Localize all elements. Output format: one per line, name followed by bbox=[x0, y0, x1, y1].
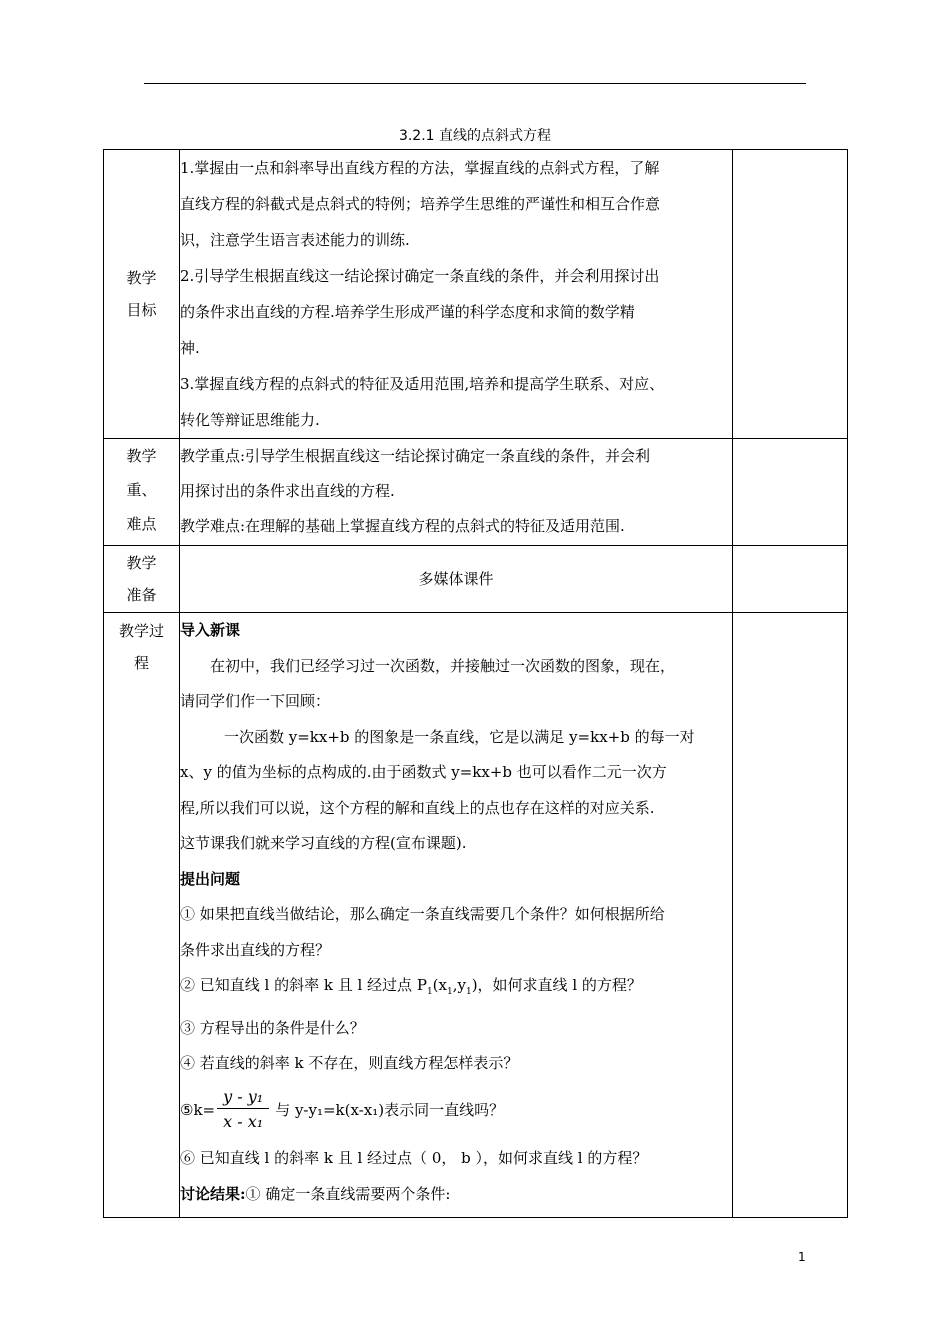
question-item: 条件求出直线的方程？ bbox=[180, 940, 331, 959]
key-points-line: 教学难点:在理解的基础上掌握直线方程的点斜式的特征及适用范围. bbox=[180, 517, 625, 535]
process-content bbox=[180, 613, 733, 1218]
intro-paragraph: 这节课我们就来学习直线的方程(宣布课题). bbox=[180, 834, 467, 852]
objectives-line: 2.引导学生根据直线这一结论探讨确定一条直线的条件，并会利用探讨出 bbox=[180, 267, 660, 285]
key-points-line: 用探讨出的条件求出直线的方程. bbox=[180, 482, 395, 500]
result-text: ① 确定一条直线需要两个条件: bbox=[245, 1184, 451, 1203]
question-text: ,y bbox=[452, 976, 466, 994]
key-points-line: 教学重点:引导学生根据直线这一结论探讨确定一条直线的条件，并会利 bbox=[180, 447, 651, 465]
result-line bbox=[180, 1177, 732, 1213]
preparation-label bbox=[104, 546, 180, 613]
question-text: ⑤k= bbox=[180, 1100, 216, 1119]
intro-paragraph: 程,所以我们可以说，这个方程的解和直线上的点也存在这样的对应关系. bbox=[180, 798, 655, 817]
fraction-numerator: y - y₁ bbox=[217, 1086, 269, 1109]
objectives-line: 神. bbox=[180, 339, 200, 357]
process-label-line-1: 教学过 bbox=[118, 622, 164, 640]
preparation-content: 多媒体课件 bbox=[180, 546, 733, 613]
process-label bbox=[104, 613, 180, 1218]
intro-paragraph: 请同学们作一下回顾： bbox=[180, 692, 331, 710]
notes-cell bbox=[733, 546, 848, 613]
subscript: 1 bbox=[465, 987, 472, 997]
key-points-content bbox=[180, 439, 733, 546]
objectives-label-line-1: 教学 bbox=[126, 269, 157, 287]
fraction-denominator: x - x₁ bbox=[223, 1112, 264, 1131]
document-title: 3.2.1 直线的点斜式方程 bbox=[398, 128, 552, 144]
key-points-label-line-2: 重、 bbox=[126, 481, 157, 499]
preparation-label-line-2: 准备 bbox=[126, 586, 157, 604]
key-points-label-line-1: 教学 bbox=[126, 447, 157, 465]
question-item: ⑥ 已知直线 l 的斜率 k 且 l 经过点（ 0， b ），如何求直线 l 的方程？ bbox=[180, 1149, 648, 1167]
objectives-line: 识，注意学生语言表述能力的训练. bbox=[180, 231, 410, 249]
question-item: ④ 若直线的斜率 k 不存在，则直线方程怎样表示？ bbox=[180, 1054, 519, 1072]
key-points-row bbox=[104, 439, 848, 546]
preparation-label-line-1: 教学 bbox=[126, 554, 157, 572]
key-points-label bbox=[104, 439, 180, 546]
objectives-row bbox=[104, 150, 848, 439]
page-number: 1 bbox=[798, 1250, 806, 1264]
objectives-line: 直线方程的斜截式是点斜式的特例；培养学生思维的严谨性和相互合作意 bbox=[180, 195, 661, 213]
intro-paragraph: x、y 的值为坐标的点构成的.由于函数式 y=kx+b 也可以看作二元一次方 bbox=[180, 763, 667, 781]
intro-paragraph: 一次函数 y=kx+b 的图象是一条直线，它是以满足 y=kx+b 的每一对 bbox=[224, 727, 695, 746]
process-label-line-2: 程 bbox=[133, 654, 149, 672]
subscript: 1 bbox=[446, 987, 453, 997]
notes-cell bbox=[733, 439, 848, 546]
intro-heading: 导入新课 bbox=[180, 621, 241, 639]
objectives-content bbox=[180, 150, 733, 439]
intro-paragraph: 在初中，我们已经学习过一次函数，并接触过一次函数的图象，现在， bbox=[210, 656, 676, 675]
lesson-plan-table bbox=[103, 149, 848, 1218]
objectives-line: 的条件求出直线的方程.培养学生形成严谨的科学态度和求简的数学精 bbox=[180, 303, 635, 321]
question-item: ① 如果把直线当做结论，那么确定一条直线需要几个条件？如何根据所给 bbox=[180, 905, 665, 923]
process-row bbox=[104, 613, 848, 1218]
notes-cell bbox=[733, 150, 848, 439]
question-item bbox=[180, 968, 732, 1011]
slope-fraction bbox=[217, 1086, 269, 1135]
preparation-row bbox=[104, 546, 848, 613]
header-rule bbox=[144, 83, 806, 84]
subscript: 1 bbox=[426, 987, 433, 997]
result-heading: 讨论结果: bbox=[180, 1184, 246, 1203]
objectives-line: 1.掌握由一点和斜率导出直线方程的方法，掌握直线的点斜式方程，了解 bbox=[180, 159, 660, 177]
objectives-line: 3.掌握直线方程的点斜式的特征及适用范围,培养和提高学生联系、对应、 bbox=[180, 375, 665, 393]
question-item: ③ 方程导出的条件是什么？ bbox=[180, 1018, 365, 1037]
objectives-label-line-2: 目标 bbox=[126, 301, 157, 319]
notes-cell bbox=[733, 613, 848, 1218]
objectives-label bbox=[104, 150, 180, 439]
question-text: (x bbox=[432, 976, 447, 994]
question-text: 与 y-y₁=k(x-x₁)表示同一直线吗？ bbox=[275, 1100, 505, 1119]
question-text: ② 已知直线 l 的斜率 k 且 l 经过点 P bbox=[180, 976, 427, 994]
key-points-label-line-3: 难点 bbox=[126, 515, 157, 533]
objectives-line: 转化等辩证思维能力. bbox=[180, 411, 320, 429]
question-item bbox=[180, 1086, 732, 1136]
question-text: )，如何求直线 l 的方程？ bbox=[471, 976, 642, 994]
question-heading: 提出问题 bbox=[180, 869, 241, 888]
